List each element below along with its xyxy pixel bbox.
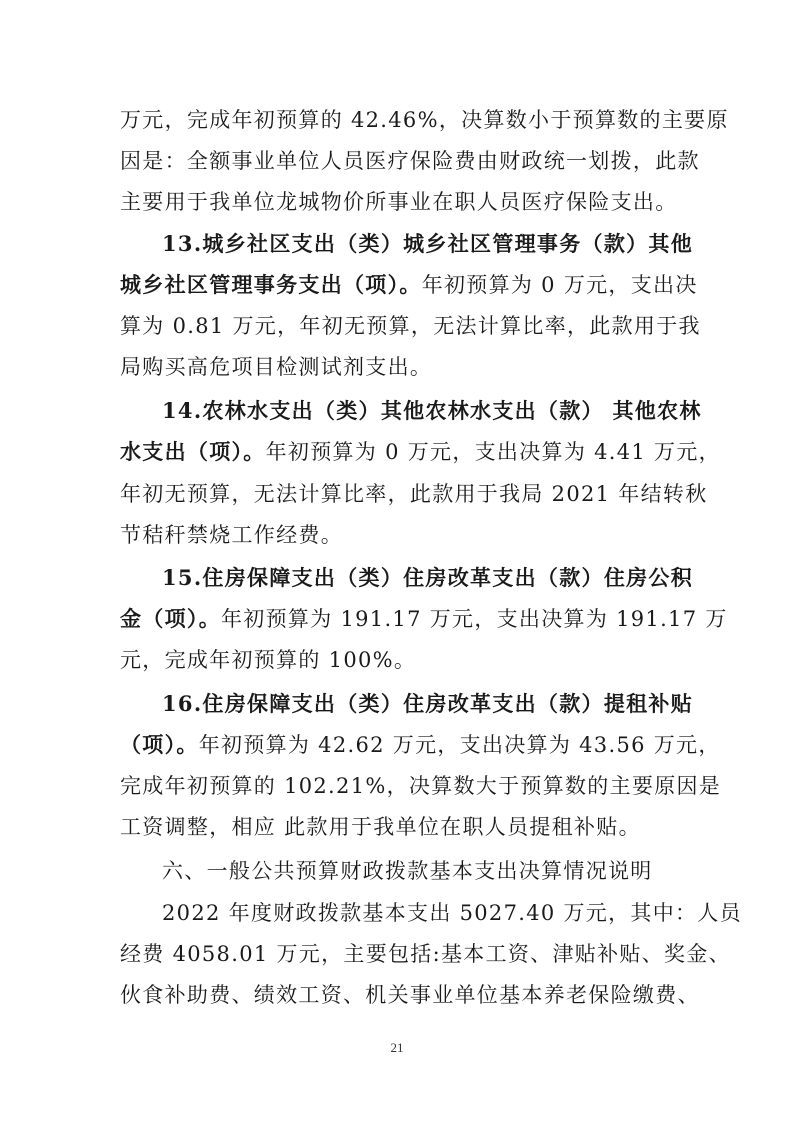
section-heading: 六、一般公共预算财政拨款基本支出决算情况说明 [162,859,653,883]
item-14-heading-cont: 水支出（项）。 [120,439,266,464]
paragraph-line: 因是：全额事业单位人员医疗保险费由财政统一划拨，此款 [120,149,700,173]
closing-line: 伙食补助费、绩效工资、机关事业单位基本养老保险缴费、 [120,983,700,1007]
item-16-line2 [120,730,721,760]
item-16-text: 年初预算为 42.62 万元，支出决算为 43.56 万元， [198,733,721,757]
item-15-heading-cont: 金（项）。 [120,606,221,631]
item-13-body-line: 算为 0.81 万元，年初无预算，无法计算比率，此款用于我 [120,314,701,338]
item-14-body-line: 节秸秆禁烧工作经费。 [120,523,343,547]
page-number: 21 [390,1040,404,1055]
item-13-heading: 13.城乡社区支出（类）城乡社区管理事务（款）其他 [162,231,694,256]
item-13-body-line: 局购买高危项目检测试剂支出。 [120,355,433,379]
item-14-line2 [120,437,721,467]
item-13-heading-cont: 城乡社区管理事务支出（项）。 [120,272,422,297]
closing-line: 经费 4058.01 万元，主要包括:基本工资、津贴补贴、奖金、 [120,942,731,966]
item-16-body-line: 完成年初预算的 102.21%，决算数大于预算数的主要原因是 [120,774,722,798]
item-13-line2 [120,270,698,300]
item-15-heading: 15.住房保障支出（类）住房改革支出（款）住房公积 [162,565,694,590]
item-16-body-line: 工资调整，相应 此款用于我单位在职人员提租补贴。 [120,815,641,839]
paragraph-line: 主要用于我单位龙城物价所事业在职人员医疗保险支出。 [120,190,678,214]
item-15-line2 [120,604,728,634]
item-16-heading: 16.住房保障支出（类）住房改革支出（款）提租补贴 [162,691,694,716]
item-13-text: 年初预算为 0 万元，支出决 [421,273,698,297]
item-15-body-line: 元，完成年初预算的 100%。 [120,648,417,672]
item-14-text: 年初预算为 0 万元，支出决算为 4.41 万元， [265,440,721,464]
item-14-heading: 14.农林水支出（类）其他农林水支出（款） 其他农林 [162,398,702,423]
item-15-text: 年初预算为 191.17 万元，支出决算为 191.17 万 [221,607,728,631]
paragraph-line: 万元，完成年初预算的 42.46%，决算数小于预算数的主要原 [120,108,729,132]
item-14-body-line: 年初无预算，无法计算比率，此款用于我局 2021 年结转秋 [120,482,708,506]
closing-line: 2022 年度财政拨款基本支出 5027.40 万元，其中：人员 [162,901,742,925]
item-16-heading-cont: （项）。 [120,732,199,757]
